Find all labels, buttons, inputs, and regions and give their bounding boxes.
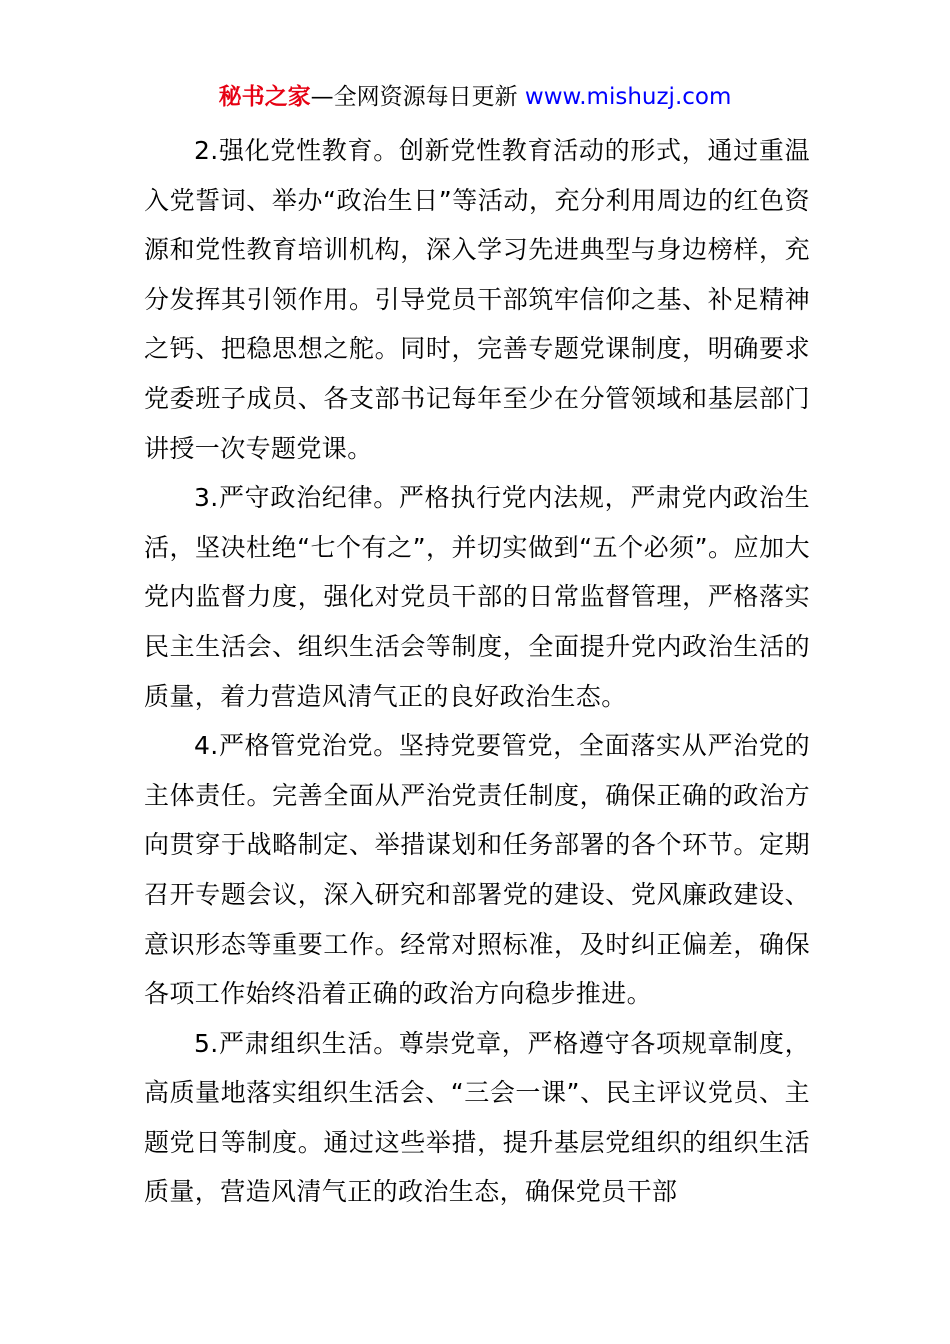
site-header xyxy=(0,80,950,114)
paragraph-3-political-discipline: 3.严守政治纪律。严格执行党内法规，严肃党内政治生活，坚决杜绝“七个有之”，并切实做到“五个必须”。应加大党内监督力度，强化对党员干部的日常监督管理，严格落实民主生活会、组织生活会等制度，全面提升党内政治生活的质量，着力营造风清气正的良好政治生态。 xyxy=(144,483,810,711)
paragraph-4-strict-party-governance: 4.严格管党治党。坚持党要管党，全面落实从严治党的主体责任。完善全面从严治党责任制度，确保正确的政治方向贯穿于战略制定、举措谋划和任务部署的各个环节。定期召开专题会议，深入研究和部署党的建设、党风廉政建设、意识形态等重要工作。经常对照标准，及时纠正偏差，确保各项工作始终沿着正确的政治方向稳步推进。 xyxy=(144,731,810,1009)
document-body xyxy=(144,126,810,1217)
paragraph-5-organizational-life: 5.严肃组织生活。尊崇党章，严格遵守各项规章制度，高质量地落实组织生活会、“三会一课”、民主评议党员、主题党日等制度。通过这些举措，提升基层党组织的组织生活质量，营造风清气正的政治生态，确保党员干部 xyxy=(144,1028,810,1207)
paragraph-2-strengthen-party-education: 2.强化党性教育。创新党性教育活动的形式，通过重温入党誓词、举办“政治生日”等活动，充分利用周边的红色资源和党性教育培训机构，深入学习先进典型与身边榜样，充分发挥其引领作用。引导党员干部筑牢信仰之基、补足精神之钙、把稳思想之舵。同时，完善专题党课制度，明确要求党委班子成员、各支部书记每年至少在分管领域和基层部门讲授一次专题党课。 xyxy=(144,136,810,463)
site-brand: 秘书之家 xyxy=(218,84,311,110)
site-tagline: —全网资源每日更新 xyxy=(310,84,525,110)
site-url-link[interactable]: www.mishuzj.com xyxy=(524,84,732,110)
